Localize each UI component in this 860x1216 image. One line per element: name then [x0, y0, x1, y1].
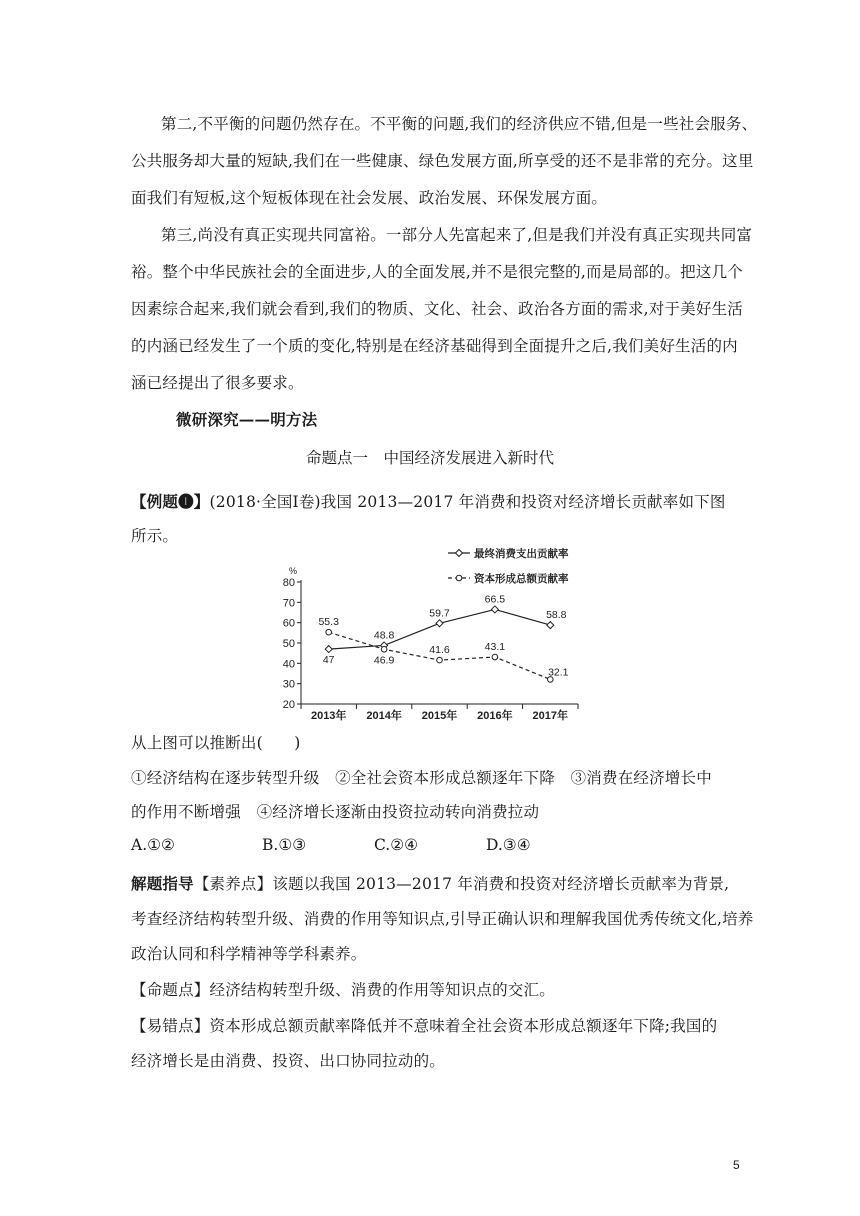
y-tick-label: 30 — [282, 678, 295, 691]
data-label: 32.1 — [548, 666, 569, 679]
data-point — [547, 622, 554, 629]
example-text: (2018·全国Ⅰ卷)我国 2013—2017 年消费和投资对经济增长贡献率如下图 — [209, 493, 726, 511]
line-chart — [268, 540, 588, 724]
paragraph-line: 第三,尚没有真正实现共同富裕。一部分人先富起来了,但是我们并没有真正实现共同富 — [161, 226, 753, 244]
y-tick-label: 80 — [282, 577, 295, 589]
topic-title: 命题点一 中国经济发展进入新时代 — [305, 449, 554, 467]
paragraph-line: 公共服务却大量的短缺,我们在一些健康、绿色发展方面,所享受的还不是非常的充分。这里 — [131, 152, 754, 170]
example-line: 所示。 — [131, 527, 179, 545]
paragraph-line: 裕。整个中华民族社会的全面进步,人的全面发展,并不是很完整的,而是局部的。把这几个 — [131, 263, 743, 281]
paragraph-line: 第二,不平衡的问题仍然存在。不平衡的问题,我们的经济供应不错,但是一些社会服务、 — [161, 115, 758, 133]
option-b: B.①③ — [262, 836, 307, 854]
data-label: 59.7 — [429, 607, 450, 620]
paragraph-line: 因素综合起来,我们就会看到,我们的物质、文化、社会、政治各方面的需求,对于美好生活 — [131, 300, 743, 318]
error-point-line: 【易错点】资本形成总额贡献率降低并不意味着全社会资本形成总额逐年下降;我国的 — [131, 1017, 718, 1035]
section-heading: 微研深究——明方法 — [176, 410, 318, 429]
paragraph-line: 涵已经提出了很多要求。 — [131, 374, 304, 392]
guidance-line — [131, 872, 729, 894]
y-tick-label: 20 — [282, 699, 295, 711]
guidance-label: 解题指导 — [131, 874, 194, 893]
y-tick-label: 40 — [282, 658, 295, 671]
data-label: 41.6 — [429, 644, 450, 657]
error-point-line: 经济增长是由消费、投资、出口协同拉动的。 — [131, 1052, 446, 1070]
data-label: 66.5 — [484, 593, 506, 606]
y-tick-label: 70 — [282, 597, 295, 610]
data-point — [381, 647, 387, 653]
x-tick-label: 2015年 — [421, 710, 458, 722]
legend-label: 最终消费支出贡献率 — [474, 548, 569, 560]
data-point — [492, 654, 498, 660]
option-d: D.③④ — [486, 836, 531, 854]
guidance-line: 考查经济结构转型升级、消费的作用等知识点,引导正确认识和理解我国优秀传统文化,培养 — [131, 910, 754, 928]
y-axis-unit: % — [289, 566, 298, 576]
chart-series — [318, 593, 568, 682]
x-tick-label: 2016年 — [477, 710, 513, 722]
option-c: C.②④ — [374, 836, 419, 854]
example-label: 【例题❶】 — [131, 492, 210, 511]
x-tick-label: 2017年 — [532, 710, 569, 722]
data-point — [491, 606, 498, 613]
option-a: A.①② — [131, 836, 175, 854]
legend-marker — [456, 550, 463, 557]
data-point — [436, 620, 443, 627]
data-label: 58.8 — [546, 609, 567, 622]
data-label: 46.9 — [373, 654, 395, 667]
statements-line: ①经济结构在逐步转型升级 ②全社会资本形成总额逐年下降 ③消费在经济增长中 — [131, 769, 712, 787]
page-number: 5 — [733, 1158, 740, 1172]
data-label: 47 — [322, 654, 335, 667]
data-point — [326, 629, 332, 635]
data-label: 43.1 — [484, 641, 506, 654]
data-point — [437, 657, 443, 663]
topic-point-line: 【命题点】经济结构转型升级、消费的作用等知识点的交汇。 — [131, 981, 555, 999]
question-stem: 从上图可以推断出( ) — [131, 734, 301, 752]
data-label: 48.8 — [373, 629, 395, 642]
data-point — [325, 646, 332, 653]
chart-axes — [289, 566, 578, 704]
statements-line: 的作用不断增强 ④经济增长逐渐由投资拉动转向消费拉动 — [131, 803, 540, 821]
legend-label: 资本形成总额贡献率 — [474, 573, 569, 585]
y-tick-label: 60 — [282, 617, 295, 630]
example-line — [131, 490, 726, 512]
paragraph-line: 的内涵已经发生了一个质的变化,特别是在经济基础得到全面提升之后,我们美好生活的内 — [131, 337, 738, 355]
y-tick-label: 50 — [282, 638, 295, 650]
y-axis-ticks — [283, 577, 301, 711]
paragraph-line: 面我们有短板,这个短板体现在社会发展、政治发展、环保发展方面。 — [131, 189, 608, 207]
x-tick-label: 2014年 — [366, 710, 402, 722]
legend-marker — [456, 575, 462, 581]
guidance-line: 政治认同和科学精神等学科素养。 — [131, 945, 367, 963]
x-tick-label: 2013年 — [310, 710, 347, 722]
guidance-text: 【素养点】该题以我国 2013—2017 年消费和投资对经济增长贡献率为背景, — [193, 875, 730, 893]
data-label: 55.3 — [318, 616, 339, 629]
chart-legend — [448, 547, 569, 585]
x-axis-ticks — [301, 704, 578, 722]
